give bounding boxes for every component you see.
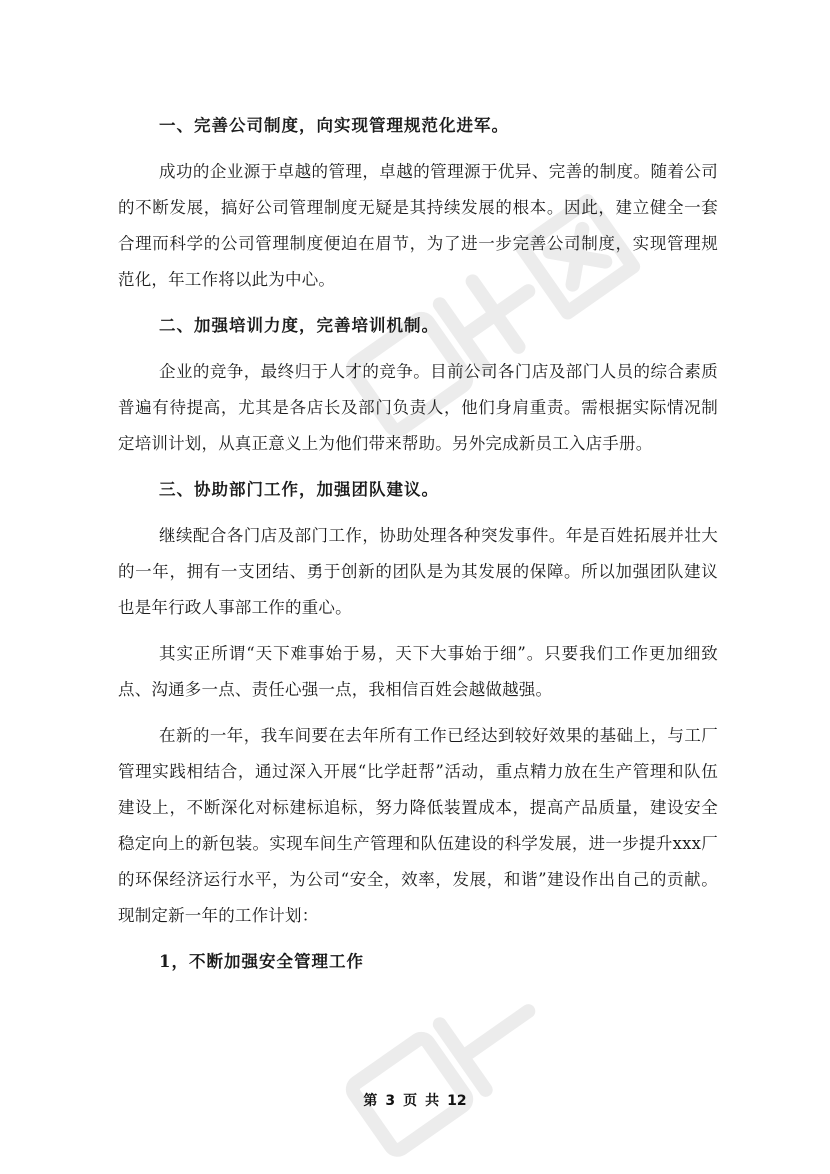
- section-heading-1: 一、完善公司制度，向实现管理规范化进军。: [159, 116, 509, 135]
- paragraph-1: 成功的企业源于卓越的管理，卓越的管理源于优异、完善的制度。随着公司的不断发展，搞好公司管理制度无疑是其持续发展的根本。因此，建立健全一套合理而科学的公司管理制度便迫在眉节，为了进一步完善公司制度，实现管理规范化，年工作将以此为中心。: [118, 162, 718, 289]
- total-pages: 12: [447, 1093, 467, 1109]
- page-unit: 页: [403, 1093, 418, 1109]
- section-heading-3: 三、协助部门工作，加强团队建议。: [159, 480, 439, 499]
- total-label: 共: [425, 1093, 440, 1109]
- page-number: 3: [385, 1093, 396, 1109]
- document-body: [118, 108, 718, 990]
- section-heading-2: 二、加强培训力度，完善培训机制。: [159, 316, 439, 335]
- section-heading-4: 1，不断加强安全管理工作: [159, 952, 364, 971]
- paragraph-2: 企业的竞争，最终归于人才的竞争。目前公司各门店及部门人员的综合素质普遍有待提高，尤其是各店长及部门负责人，他们身肩重责。需根据实际情况制定培训计划，从真正意义上为他们带来帮助。另外完成新员工入店手册。: [118, 362, 718, 453]
- paragraph-3: 继续配合各门店及部门工作，协助处理各种突发事件。年是百姓拓展并壮大的一年，拥有一支团结、勇于创新的团队是为其发展的保障。所以加强团队建议也是年行政人事部工作的重心。: [118, 526, 718, 617]
- page-label: 第: [363, 1093, 378, 1109]
- paragraph-5: 在新的一年，我车间要在去年所有工作已经达到较好效果的基础上，与工厂管理实践相结合，通过深入开展“比学赶帮”活动，重点精力放在生产管理和队伍建设上，不断深化对标建标追标，努力降低装置成本，提高产品质量，建设安全稳定向上的新包装。实现车间生产管理和队伍建设的科学发展，进一步提升xxx厂的环保经济运行水平，为公司“安全，效率，发展，和谐”建设作出自己的贡献。现制定新一年的工作计划：: [118, 726, 718, 925]
- paragraph-4: 其实正所谓“天下难事始于易，天下大事始于细”。只要我们工作更加细致点、沟通多一点、责任心强一点，我相信百姓会越做越强。: [118, 644, 718, 699]
- page-footer: [0, 1090, 830, 1110]
